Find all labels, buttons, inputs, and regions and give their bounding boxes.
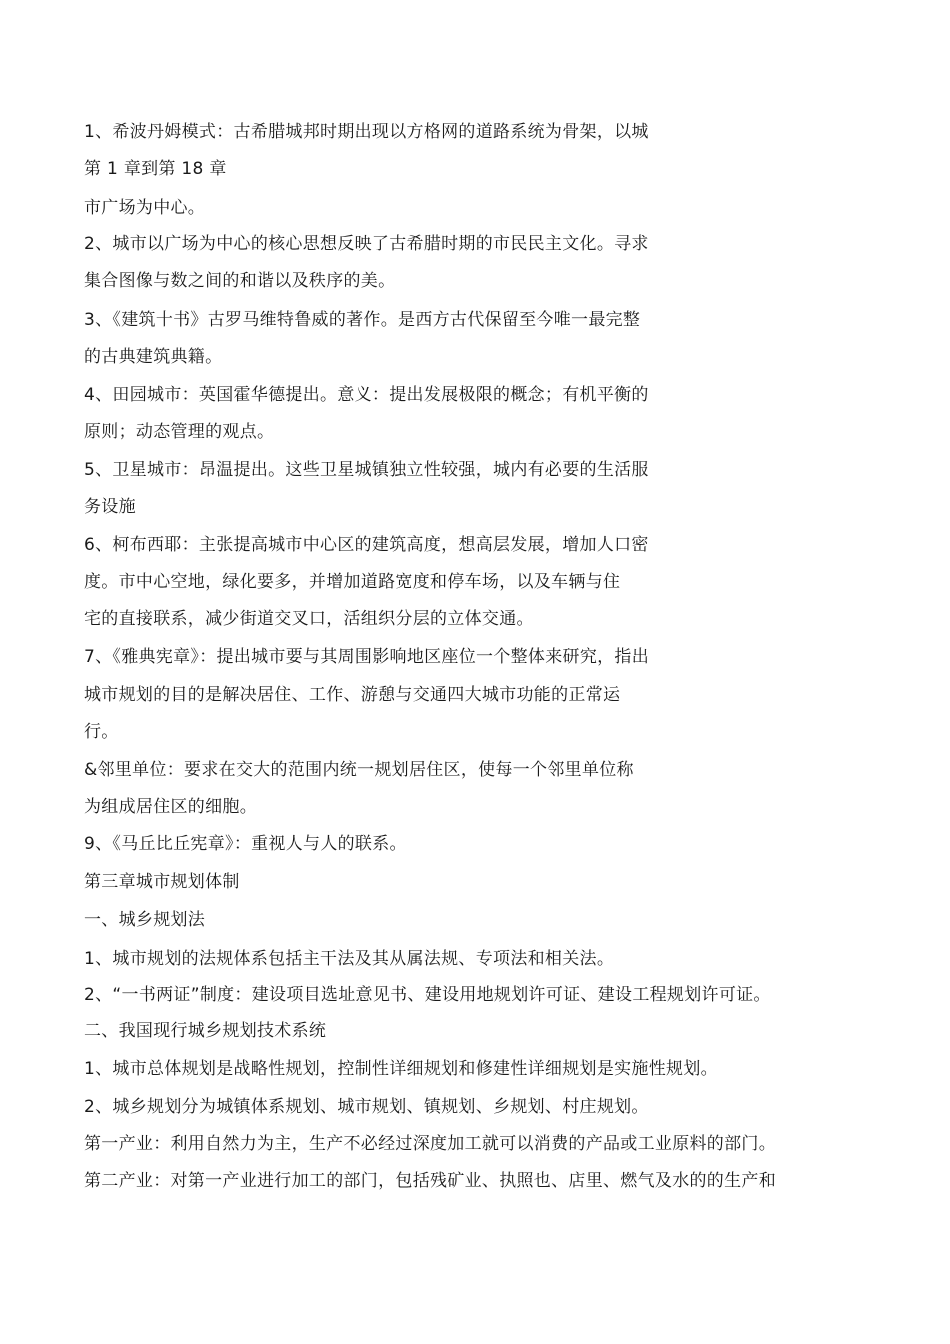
text-line: 原则；动态管理的观点。 [84,422,275,442]
text-line: 的古典建筑典籍。 [84,347,223,367]
text-line: 第一产业：利用自然力为主，生产不必经过深度加工就可以消费的产品或工业原料的部门。 [84,1134,776,1154]
text-line: 1、城市规划的法规体系包括主干法及其从属法规、专项法和相关法。 [84,949,615,969]
text-line: 2、“一书两证”制度：建设项目选址意见书、建设用地规划许可证、建设工程规划许可证。 [84,985,771,1005]
text-line: 市广场为中心。 [84,198,206,218]
text-line: 务设施 [84,497,136,517]
text-line: 2、城市以广场为中心的核心思想反映了古希腊时期的市民民主文化。寻求 [84,234,649,254]
text-line: 3、《建筑十书》古罗马维特鲁威的著作。是西方古代保留至今唯一最完整 [84,310,641,330]
text-line: 集合图像与数之间的和谐以及秩序的美。 [84,271,396,291]
text-line: 行。 [84,722,119,742]
text-line: 1、城市总体规划是战略性规划，控制性详细规划和修建性详细规划是实施性规划。 [84,1059,718,1079]
text-line: 4、田园城市：英国霍华德提出。意义：提出发展极限的概念；有机平衡的 [84,385,649,405]
text-line: 第 1 章到第 18 章 [84,159,227,179]
text-line: 宅的直接联系，减少街道交叉口，活组织分层的立体交通。 [84,609,534,629]
text-line: 为组成居住区的细胞。 [84,797,257,817]
text-line: 5、卫星城市：昂温提出。这些卫星城镇独立性较强，城内有必要的生活服 [84,460,649,480]
text-line: 6、柯布西耶：主张提高城市中心区的建筑高度，想高层发展，增加人口密 [84,535,649,555]
text-line: 城市规划的目的是解决居住、工作、游憩与交通四大城市功能的正常运 [84,685,621,705]
section-heading: 二、我国现行城乡规划技术系统 [84,1021,327,1041]
text-line: 第二产业：对第一产业进行加工的部门，包括残矿业、执照也、店里、燃气及水的的生产和 [84,1171,776,1191]
section-heading: 一、城乡规划法 [84,910,206,930]
section-heading: 第三章城市规划体制 [84,872,240,892]
text-line: 9、《马丘比丘宪章》：重视人与人的联系。 [84,834,407,854]
text-line: 7、《雅典宪章》：提出城市要与其周围影响地区座位一个整体来研究，指出 [84,647,650,667]
text-line: 度。市中心空地，绿化要多，并增加道路宽度和停车场，以及车辆与住 [84,572,621,592]
text-line: &邻里单位：要求在交大的范围内统一规划居住区，使每一个邻里单位称 [84,760,634,780]
text-line: 1、希波丹姆模式：古希腊城邦时期出现以方格网的道路系统为骨架，以城 [84,122,649,142]
text-line: 2、城乡规划分为城镇体系规划、城市规划、镇规划、乡规划、村庄规划。 [84,1097,649,1117]
